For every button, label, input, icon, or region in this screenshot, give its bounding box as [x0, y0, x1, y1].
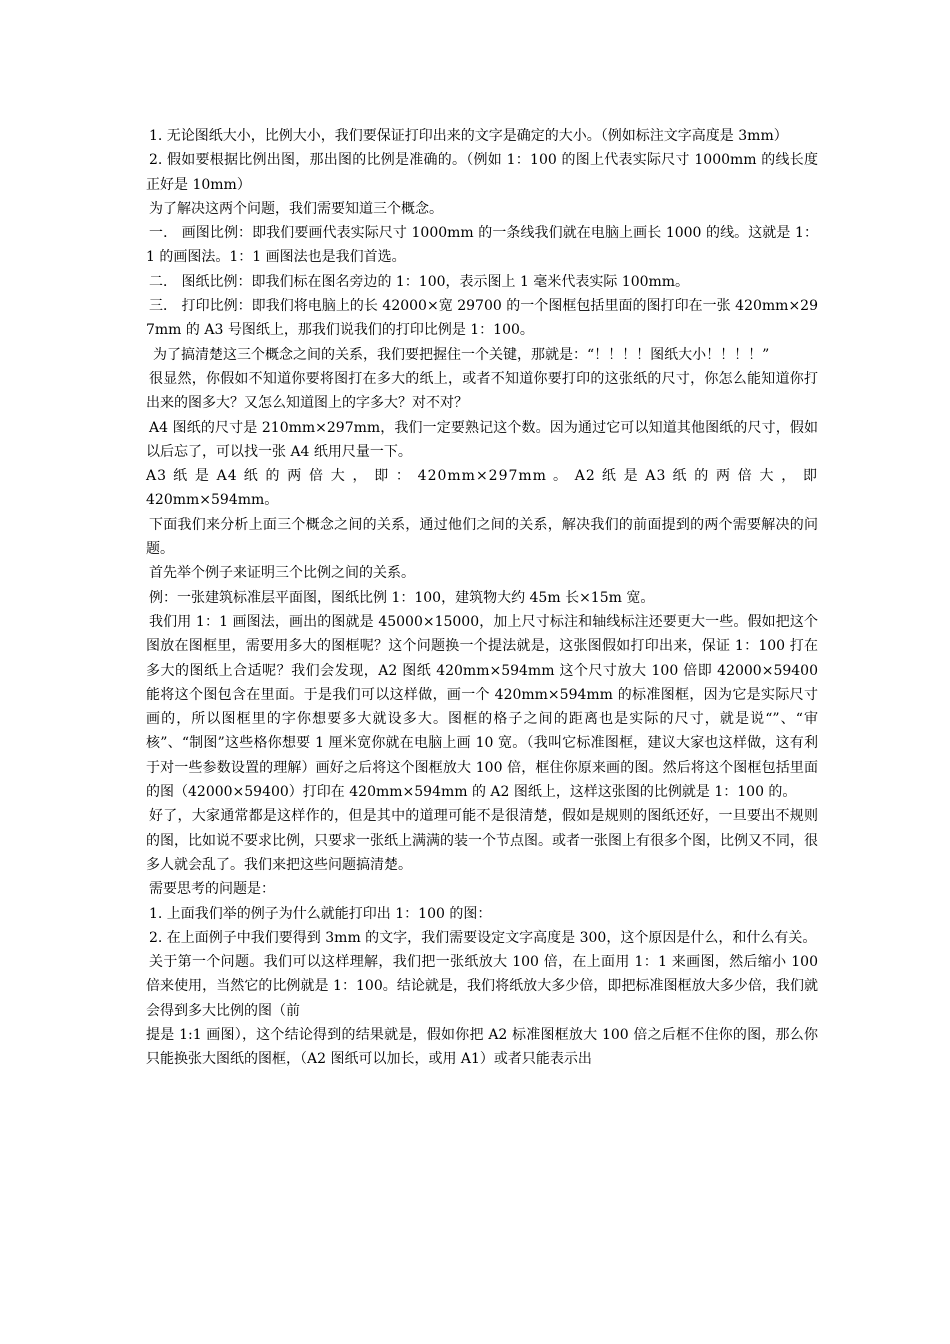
- paragraph-7: 为了搞清楚这三个概念之间的关系，我们要把握住一个关键，那就是：“！！！！图纸大小！！！！”: [153, 346, 770, 363]
- paragraph-8: 很显然，你假如不知道你要将图打在多大的纸上，或者不知道你要打印的这张纸的尺寸，你怎么能知道你打出来的图多大？又怎么知道图上的字多大？对不对？: [146, 370, 818, 412]
- paragraph-14: 例：一张建筑标准层平面图，图纸比例 1：100，建筑物大约 45m 长×15m 宽。: [149, 589, 655, 606]
- paragraph-9: A4 图纸的尺寸是 210mm×297mm，我们一定要熟记这个数。因为通过它可以知道其他图纸的尺寸，假如以后忘了，可以找一张 A4 纸用尺量一下。: [146, 419, 818, 460]
- paragraph-17: 需要思考的问题是：: [149, 881, 275, 898]
- paragraph-6: 三． 打印比例：即我们将电脑上的长 42000×宽 29700 的一个图框包括里面的图打印在一张 420mm×297mm 的 A3 号图纸上，那我们说我们的打印比例是 1：100。: [146, 298, 818, 339]
- paragraph-4: 一． 画图比例：即我们要画代表实际尺寸 1000mm 的一条线我们就在电脑上画长 1000 的线。这就是 1：1 的画图法。1：1 画图法也是我们首选。: [146, 225, 818, 266]
- paragraph-15: 我们用 1：1 画图法，画出的图就是 45000×15000，加上尺寸标注和轴线标注还要更大一些。假如把这个图放在图框里，需要用多大的图框呢？这个问题换一个提法就是，这张图假如打印出来，保证 1：100 打在多大的图纸上合适呢？我们会发现，A2 图纸 420mm×594mm 这个尺寸放大 100 倍即 42000×59400 能将这个图包含在里面。于是我们可以这样做，画一个 420mm×594mm 的标准图框，因为它是实际尺寸画的，所以图框里的字你想要多大就设多大。图框的格子之间的距离也是实际的尺寸，就是说“”、“审核”、“制图”这些格你想要 1 厘米宽你就在电脑上画 10 宽。（我叫它标准图框，建议大家也这样做，这有利于对一些参数设置的理解）画好之后将这个图框放大 100 倍，框住你原来画的图。然后将这个图框包括里面的图（42000×59400）打印在 420mm×594mm 的 A2 图纸上，这样这张图的比例就是 1：100 的。: [146, 613, 818, 801]
- paragraph-11: 420mm×594mm。: [146, 492, 279, 509]
- paragraph-2: 2. 假如要根据比例出图，那出图的比例是准确的。（例如 1：100 的图上代表实际尺寸 1000mm 的线长度正好是 10mm）: [146, 152, 818, 193]
- paragraph-21: 提是 1:1 画图），这个结论得到的结果就是，假如你把 A2 标准图框放大 100 倍之后框不住你的图，那么你只能换张大图纸的图框，（A2 图纸可以加长，或用 A1）或者只能表示出: [146, 1026, 818, 1068]
- paragraph-10: A3 纸 是 A4 纸 的 两 倍 大 ， 即 ： 420mm×297mm 。 A2 纸 是 A3 纸 的 两 倍 大 ， 即: [146, 468, 818, 485]
- paragraph-18: 1. 上面我们举的例子为什么就能打印出 1：100 的图：: [149, 905, 492, 922]
- paragraph-3: 为了解决这两个问题，我们需要知道三个概念。: [149, 200, 443, 217]
- paragraph-19: 2. 在上面例子中我们要得到 3mm 的文字，我们需要设定文字高度是 300，这个原因是什么，和什么有关。: [149, 929, 817, 946]
- document-page: [146, 124, 818, 1072]
- paragraph-1: 1. 无论图纸大小，比例大小，我们要保证打印出来的文字是确定的大小。（例如标注文字高度是 3mm）: [149, 128, 788, 144]
- paragraph-12: 下面我们来分析上面三个概念之间的关系，通过他们之间的关系，解决我们的前面提到的两个需要解决的问题。: [146, 516, 818, 558]
- paragraph-16: 好了，大家通常都是这样作的，但是其中的道理可能不是很清楚，假如是规则的图纸还好，一旦要出不规则的图，比如说不要求比例，只要求一张纸上满满的装一个节点图。或者一张图上有很多个图，比例又不同，很多人就会乱了。我们来把这些问题搞清楚。: [146, 808, 818, 873]
- paragraph-20: 关于第一个问题。我们可以这样理解，我们把一张纸放大 100 倍，在上面用 1：1 来画图，然后缩小 100 倍来使用，当然它的比例就是 1：100。结论就是，我们将纸放大多少倍，即把标准图框放大多少倍，我们就会得到多大比例的图（前: [146, 954, 818, 1019]
- paragraph-5: 二． 图纸比例：即我们标在图名旁边的 1：100，表示图上 1 毫米代表实际 100mm。: [149, 273, 690, 290]
- paragraph-13: 首先举个例子来证明三个比例之间的关系。: [149, 565, 415, 582]
